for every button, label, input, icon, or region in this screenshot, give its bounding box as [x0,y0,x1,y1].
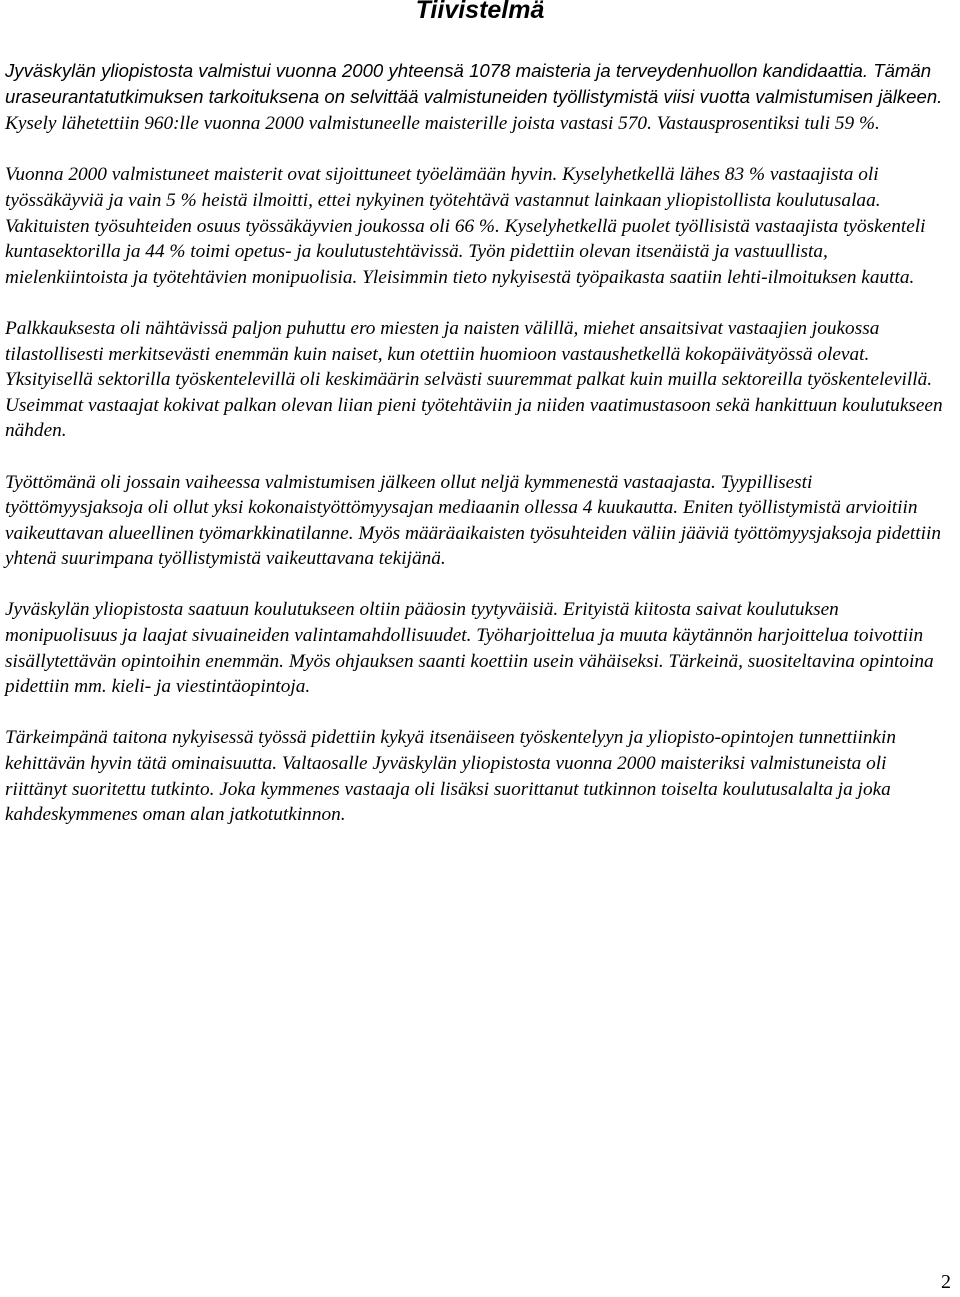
document-body [5,58,950,853]
page-number: 2 [941,1271,951,1293]
paragraph-employment: Vuonna 2000 valmistuneet maisterit ovat sijoittuneet työelämään hyvin. Kyselyhetkellä lähes 83 % vastaajista oli työssäkäyviä ja vain 5 % heistä ilmoitti, ettei nykyinen työtehtävä vastannut lainkaan yliopistollista koulutusalaa. Vakituisten työsuhteiden osuus työssäkäyvien joukossa oli 66 %. Kyselyhetkellä puolet työllisistä vastaajista työskenteli kuntasektorilla ja 44 % toimi opetus- ja koulutustehtävissä. Työn pidettiin olevan itsenäistä ja vastuullista, mielenkiintoista ja työtehtävien monipuolisia. Yleisimmin tieto nykyisestä työpaikasta saatiin lehti-ilmoituksen kautta. [5,164,926,288]
paragraph-salary: Palkkauksesta oli nähtävissä paljon puhuttu ero miesten ja naisten välillä, miehet ansaitsivat vastaajien joukossa tilastollisesti merkitsevästi enemmän kuin naiset, kun otettiin huomioon vastaushetkellä kokopäivätyössä olevat. Yksityisellä sektorilla työskentelevillä oli keskimäärin selvästi suuremmat palkat kuin muilla sektoreilla työskentelevillä. Useimmat vastaajat kokivat palkan olevan liian pieni työtehtäviin ja niiden vaatimustasoon sekä hankittuun koulutukseen nähden. [5,317,943,442]
intro-paragraph [5,58,950,137]
paragraph-education-satisfaction: Jyväskylän yliopistosta saatuun koulutukseen oltiin pääosin tyytyväisiä. Erityistä kiitosta saivat koulutuksen monipuolisuus ja laajat sivuaineiden valintamahdollisuudet. Työharjoittelua ja muuta käytännön harjoittelua toivottiin sisällytettävän opintoihin enemmän. Myös ohjauksen saanti koettiin usein vähäiseksi. Tärkeinä, suositeltavina opintoina pidettiin mm. kieli- ja viestintäopintoja. [5,599,934,698]
page-title: Tiivistelmä [415,0,545,24]
intro-sans-text: Jyväskylän yliopistosta valmistui vuonna 2000 yhteensä 1078 maisteria ja terveydenhuollon kandidaattia. Tämän uraseurantatutkimuksen tarkoituksena on selvittää valmistuneiden työllistymistä viisi vuotta valmistumisen jälkeen. [5,60,943,107]
paragraph-skills: Tärkeimpänä taitona nykyisessä työssä pidettiin kykyä itsenäiseen työskentelyyn ja yliopisto-opintojen tunnettiinkin kehittävän hyvin tätä ominaisuutta. Valtaosalle Jyväskylän yliopistosta vuonna 2000 maisteriksi valmistuneista oli riittänyt suoritettu tutkinto. Joka kymmenes vastaaja oli lisäksi suorittanut tutkinnon toiselta koulutusalalta ja joka kahdeskymmenes oman alan jatkotutkinnon. [5,727,897,826]
paragraph-unemployment: Työttömänä oli jossain vaiheessa valmistumisen jälkeen ollut neljä kymmenestä vastaajasta. Tyypillisesti työttömyysjaksoja oli ollut yksi kokonaistyöttömyysajan mediaanin ollessa 4 kuukautta. Eniten työllistymistä arvioitiin vaikeuttavan alueellinen työmarkkinatilanne. Myös määräaikaisten työsuhteiden väliin jääviä työttömyysjaksoja pidettiin yhtenä suurimpana työllistymistä vaikeuttavana tekijänä. [5,471,941,570]
intro-serif-text: Kysely lähetettiin 960:lle vuonna 2000 valmistuneelle maisterille joista vastasi 570. Vastausprosentiksi tuli 59 %. [5,113,880,135]
